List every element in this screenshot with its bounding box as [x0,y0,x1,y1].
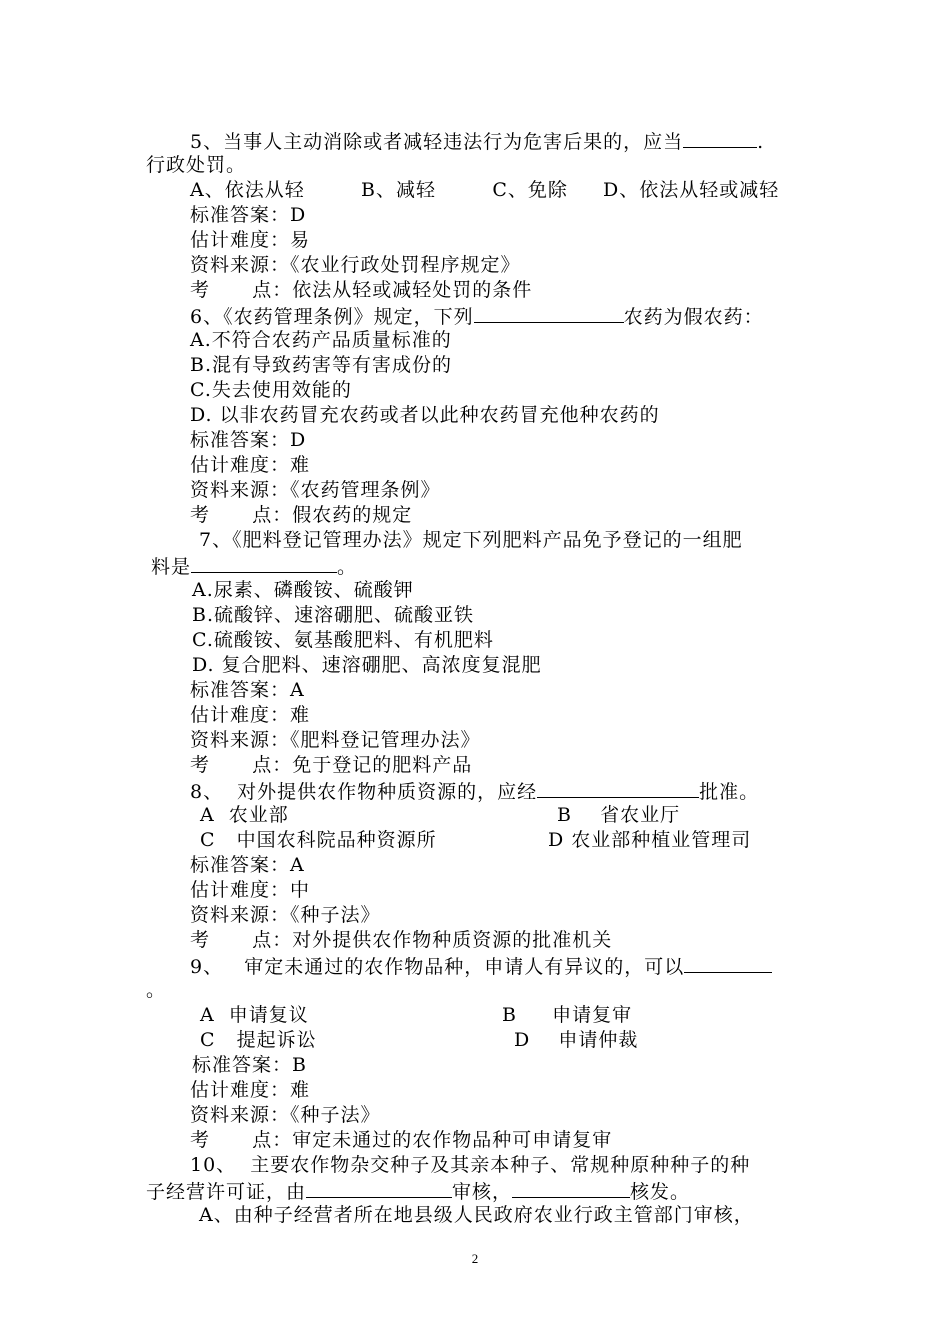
q9-stem-line1: 9、 审定未通过的农作物品种，申请人有异议的，可以 [190,953,772,978]
q7-difficulty: 估计难度：难 [190,704,311,726]
q6-source: 资料来源：《农药管理条例》 [190,479,441,501]
q7-option-d: D. 复合肥料、速溶硼肥、高浓度复混肥 [192,654,542,676]
q6-difficulty: 估计难度：难 [190,454,311,476]
q6-option-c: C.失去使用效能的 [190,379,352,401]
q8-option-c: C 中国农科院品种资源所 [200,829,437,851]
q10-stem-line1: 10、 主要农作物杂交种子及其亲本种子、常规种原种种子的种 [190,1154,751,1176]
q8-answer: 标准答案：A [190,854,305,876]
q6-answer: 标准答案：D [190,429,307,451]
q9-option-c: C 提起诉讼 [200,1029,317,1051]
q8-source: 资料来源：《种子法》 [190,904,381,926]
q5-stem-line1: 5、当事人主动消除或者减轻违法行为危害后果的，应当 . [190,128,764,153]
q6-option-a: A.不符合农药产品质量标准的 [190,329,452,351]
q7-answer-blank [191,553,337,573]
q9-difficulty: 估计难度：难 [190,1079,311,1101]
q9-answer-blank [684,953,772,973]
page-number: 2 [471,1251,479,1266]
q5-stem-line2: 行政处罚。 [146,154,247,176]
q9-point: 考 点：审定未通过的农作物品种可申请复审 [190,1129,613,1151]
q7-option-a: A.尿素、磷酸铵、硫酸钾 [192,579,414,601]
q7-option-c: C.硫酸铵、氨基酸肥料、有机肥料 [192,629,494,651]
q5-difficulty: 估计难度：易 [190,229,311,251]
q7-point: 考 点：免于登记的肥料产品 [190,754,473,776]
q8-option-d: D 农业部种植业管理司 [548,829,752,851]
q9-source: 资料来源：《种子法》 [190,1104,381,1126]
q5-answer: 标准答案：D [190,204,307,226]
q9-option-d: D 申请仲裁 [514,1029,639,1051]
q8-option-a: A 农业部 [200,804,289,826]
q8-point: 考 点：对外提供农作物种质资源的批准机关 [190,929,613,951]
q6-option-d: D. 以非农药冒充农药或者以此种农药冒充他种农药的 [190,404,660,426]
q10-stem-line2: 子经营许可证，由 审核， 核发。 [146,1178,690,1203]
q10-option-a: A、由种子经营者所在地县级人民政府农业行政主管部门审核， [199,1204,754,1226]
q8-option-b: B 省农业厅 [557,804,681,826]
q5-answer-blank [683,128,757,148]
q8-answer-blank [537,778,699,798]
q7-option-b: B.硫酸锌、速溶硼肥、硫酸亚铁 [192,604,475,626]
q8-stem: 8、 对外提供农作物种质资源的，应经 批准。 [190,778,759,803]
q9-stem-line2: 。 [146,979,167,1001]
q9-option-a: A 申请复议 [200,1004,309,1026]
q10-blank-2 [512,1178,630,1198]
q6-option-b: B.混有导致药害等有害成份的 [190,354,453,376]
q10-blank-1 [306,1178,452,1198]
q6-stem: 6、《农药管理条例》规定，下列 农药为假农药： [190,303,764,328]
q8-difficulty: 估计难度：中 [190,879,311,901]
q6-point: 考 点：假农药的规定 [190,504,413,526]
q7-stem-line2: 料是 。 [151,553,357,578]
q9-answer: 标准答案：B [192,1054,307,1076]
q7-answer: 标准答案：A [190,679,305,701]
q5-source: 资料来源：《农业行政处罚程序规定》 [190,254,521,276]
q9-option-b: B 申请复审 [502,1004,633,1026]
q5-point: 考 点：依法从轻或减轻处罚的条件 [190,279,533,301]
q6-answer-blank [474,303,624,323]
q7-stem-line1: 7、《肥料登记管理办法》规定下列肥料产品免予登记的一组肥 [199,529,743,551]
q5-options: A、依法从轻 B、减轻 C、免除 D、依法从轻或减轻 [190,179,780,201]
q7-source: 资料来源：《肥料登记管理办法》 [190,729,481,751]
